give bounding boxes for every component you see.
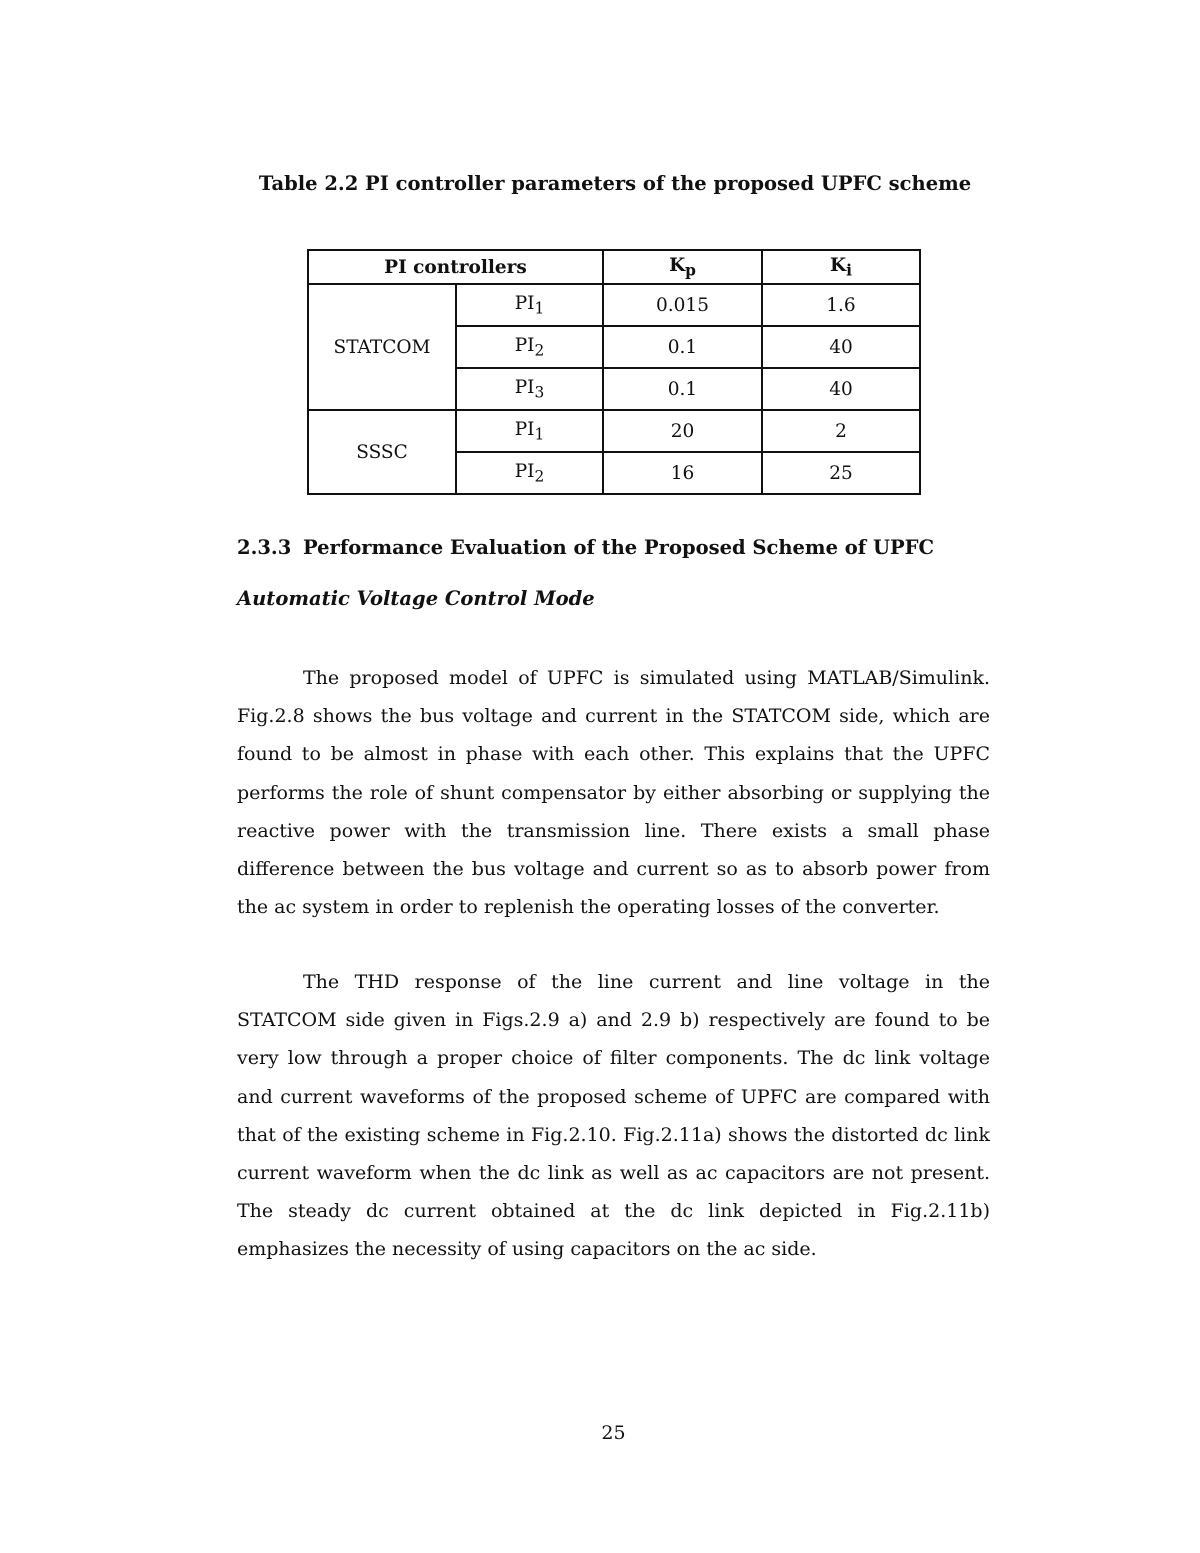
- kp-cell: 16: [603, 452, 762, 494]
- header-ki: $K_i$: [762, 250, 920, 284]
- controller-cell: $PI_2$: [456, 326, 603, 368]
- paragraph-2: The THD response of the line current and line voltage in the STATCOM side given in Figs.2.9 a) and 2.9 b) respectively are found to be very low through a proper choice of filter components. The dc link voltage and current waveforms of the proposed scheme of UPFC are compared with that of the existing scheme in Fig.2.10. Fig.2.11a) shows the distorted dc link current waveform when the dc link as well as ac capacitors are not present. The steady dc current obtained at the dc link depicted in Fig.2.11b) emphasizes the necessity of using capacitors on the ac side.: [237, 971, 990, 1261]
- group-statcom: STATCOM: [308, 284, 456, 410]
- header-kp: $K_p$: [603, 250, 762, 284]
- kp-cell: 20: [603, 410, 762, 452]
- controller-cell: $PI_1$: [456, 410, 603, 452]
- kp-cell: 0.1: [603, 368, 762, 410]
- table-row: [308, 410, 920, 452]
- ki-cell: 1.6: [762, 284, 920, 326]
- section-title: Performance Evaluation of the Proposed Scheme of UPFC: [303, 536, 934, 559]
- kp-cell: 0.1: [603, 326, 762, 368]
- controller-cell: $PI_1$: [456, 284, 603, 326]
- ki-cell: 25: [762, 452, 920, 494]
- kp-cell: 0.015: [603, 284, 762, 326]
- paragraph-1: The proposed model of UPFC is simulated using MATLAB/Simulink. Fig.2.8 shows the bus voltage and current in the STATCOM side, which are found to be almost in phase with each other. This explains that the UPFC performs the role of shunt compensator by either absorbing or supplying the reactive power with the transmission line. There exists a small phase difference between the bus voltage and current so as to absorb power from the ac system in order to replenish the operating losses of the converter.: [237, 667, 990, 919]
- table-row: [308, 284, 920, 326]
- ki-cell: 40: [762, 326, 920, 368]
- section-heading: [237, 536, 934, 559]
- controller-cell: $PI_2$: [456, 452, 603, 494]
- controller-cell: $PI_3$: [456, 368, 603, 410]
- ki-cell: 40: [762, 368, 920, 410]
- group-sssc: SSSC: [308, 410, 456, 494]
- header-pi-controllers: PI controllers: [308, 250, 603, 284]
- section-number: 2.3.3: [237, 536, 292, 559]
- table-header-row: [308, 250, 920, 284]
- table-caption: Table 2.2 PI controller parameters of the proposed UPFC scheme: [258, 172, 972, 195]
- ki-cell: 2: [762, 410, 920, 452]
- pi-parameters-table: [307, 249, 921, 495]
- subsection-heading: Automatic Voltage Control Mode: [237, 587, 595, 610]
- page-number: 25: [601, 1422, 626, 1444]
